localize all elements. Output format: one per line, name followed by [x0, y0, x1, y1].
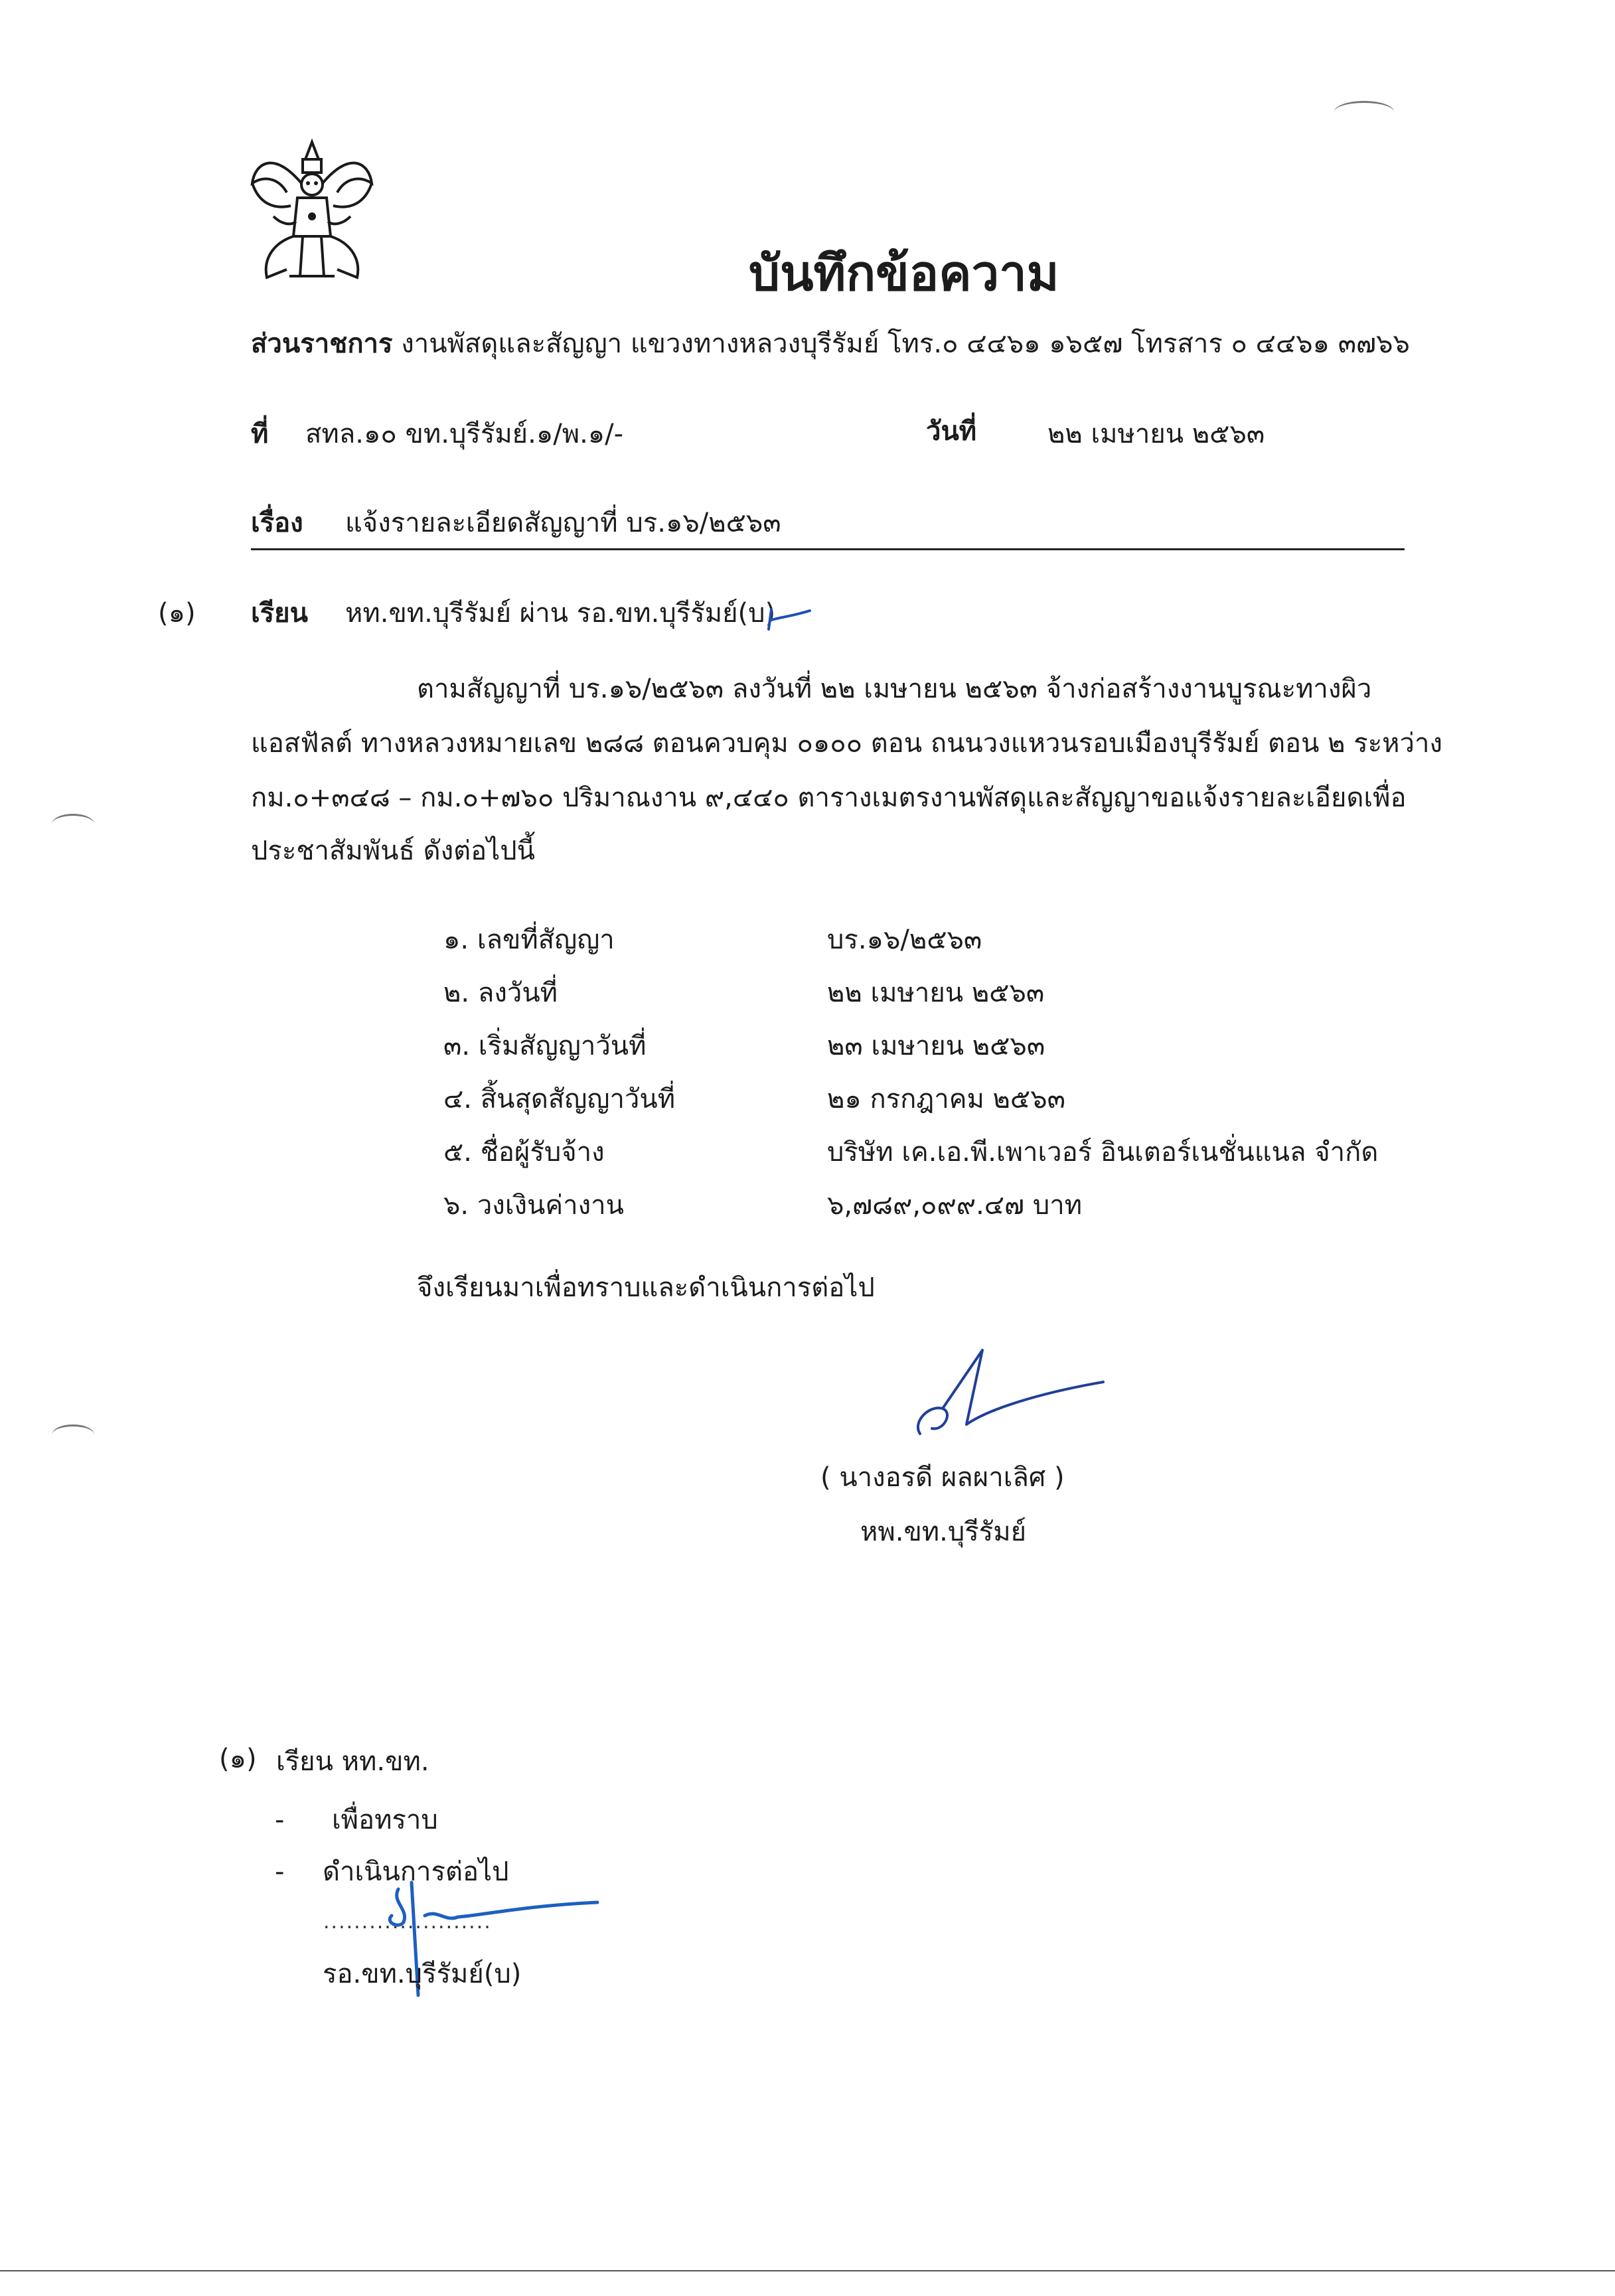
item-label: สิ้นสุดสัญญาวันที่	[480, 1084, 676, 1114]
recipient-text: หท.ขท.บุรีรัมย์ ผ่าน รอ.ขท.บุรีรัมย์(บ)	[345, 598, 776, 629]
header-divider	[251, 548, 1405, 550]
page-bottom-edge	[0, 2270, 1615, 2271]
punch-hole-mark	[52, 1424, 94, 1445]
signature-icon	[903, 1334, 1115, 1447]
endorsement-position: รอ.ขท.บุรีรัมย์(บ)	[323, 1959, 522, 1989]
initial-mark-icon	[763, 603, 816, 643]
list-item	[443, 924, 615, 956]
item-value: ๒๒ เมษายน ๒๕๖๓	[827, 978, 1045, 1008]
endorsement-number: (๑)	[219, 1744, 257, 1774]
ref-label: ที่	[251, 419, 269, 449]
subject-value: แจ้งรายละเอียดสัญญาที่ บร.๑๖/๒๕๖๓	[345, 508, 781, 538]
item-value: บร.๑๖/๒๕๖๓	[827, 925, 982, 955]
signer-position: หพ.ขท.บุรีรัมย์	[860, 1517, 1027, 1547]
item-number: ๖.	[443, 1190, 469, 1221]
item-value: ๒๑ กรกฎาคม ๒๕๖๓	[827, 1084, 1065, 1114]
scan-mark	[1334, 101, 1394, 123]
bullet-2-text: ดำเนินการต่อไป	[323, 1857, 509, 1887]
item-label: วงเงินค่างาน	[477, 1190, 624, 1221]
date-label: วันที่	[926, 416, 977, 447]
body-line-1: ตามสัญญาที่ บร.๑๖/๒๕๖๓ ลงวันที่ ๒๒ เมษายน ๒๕๖๓ จ้างก่อสร้างงานบูรณะทางผิว	[417, 674, 1372, 704]
subject-label: เรื่อง	[251, 508, 303, 538]
agency-text: งานพัสดุและสัญญา แขวงทางหลวงบุรีรัมย์ โทร.๐ ๔๔๖๑ ๑๖๕๗ โทรสาร ๐ ๔๔๖๑ ๓๗๖๖	[401, 329, 1410, 359]
page-title: บันทึกข้อความ	[749, 245, 1059, 302]
bullet-1-text: เพื่อทราบ	[332, 1805, 438, 1835]
item-number: ๓.	[443, 1031, 471, 1061]
list-item	[443, 977, 558, 1009]
date-value: ๒๒ เมษายน ๒๕๖๓	[1047, 419, 1265, 449]
item-value: ๒๓ เมษายน ๒๕๖๓	[827, 1031, 1045, 1061]
agency-label: ส่วนราชการ	[251, 329, 393, 359]
item-label: ลงวันที่	[477, 978, 558, 1008]
endorsement-to: เรียน หท.ขท.	[276, 1746, 429, 1777]
body-line-2: แอสฟัลต์ ทางหลวงหมายเลข ๒๘๘ ตอนควบคุม ๐๑๐๐ ตอน ถนนวงแหวนรอบเมืองบุรีรัมย์ ตอน ๒ ระหว่าง	[251, 728, 1442, 759]
signature-dotted-line: ......................	[323, 1910, 492, 1934]
closing-text: จึงเรียนมาเพื่อทราบและดำเนินการต่อไป	[417, 1272, 875, 1303]
garuda-emblem-icon	[247, 137, 377, 289]
body-line-4: ประชาสัมพันธ์ ดังต่อไปนี้	[251, 836, 535, 866]
list-item	[443, 1030, 647, 1062]
signer-name: ( นางอรดี ผลผาเลิศ )	[820, 1462, 1065, 1493]
item-number: ๔.	[443, 1084, 472, 1114]
punch-hole-mark	[52, 814, 94, 834]
item-value: ๖,๗๘๙,๐๙๙.๔๗ บาท	[827, 1190, 1083, 1221]
ref-value: สทล.๑๐ ขท.บุรีรัมย์.๑/พ.๑/-	[305, 419, 624, 449]
bullet-dash: -	[275, 1857, 285, 1887]
item-number: ๕.	[443, 1137, 472, 1168]
item-label: เริ่มสัญญาวันที่	[478, 1031, 647, 1061]
bullet-dash: -	[275, 1805, 285, 1835]
list-item	[443, 1083, 675, 1115]
item-number: ๒.	[443, 978, 470, 1008]
item-number: ๑.	[443, 925, 469, 955]
recipient-label: เรียน	[251, 598, 308, 629]
list-item	[443, 1136, 605, 1168]
item-label: เลขที่สัญญา	[477, 925, 615, 955]
item-label: ชื่อผู้รับจ้าง	[480, 1137, 605, 1168]
body-line-3: กม.๐+๓๔๘ – กม.๐+๗๖๐ ปริมาณงาน ๙,๔๔๐ ตารางเมตรงานพัสดุและสัญญาขอแจ้งรายละเอียดเพื่อ	[251, 783, 1407, 813]
list-item	[443, 1189, 624, 1221]
item-value: บริษัท เค.เอ.พี.เพาเวอร์ อินเตอร์เนชั่นแนล จำกัด	[827, 1137, 1379, 1168]
agency-line	[251, 328, 1410, 360]
recipient-number: (๑)	[158, 598, 196, 629]
